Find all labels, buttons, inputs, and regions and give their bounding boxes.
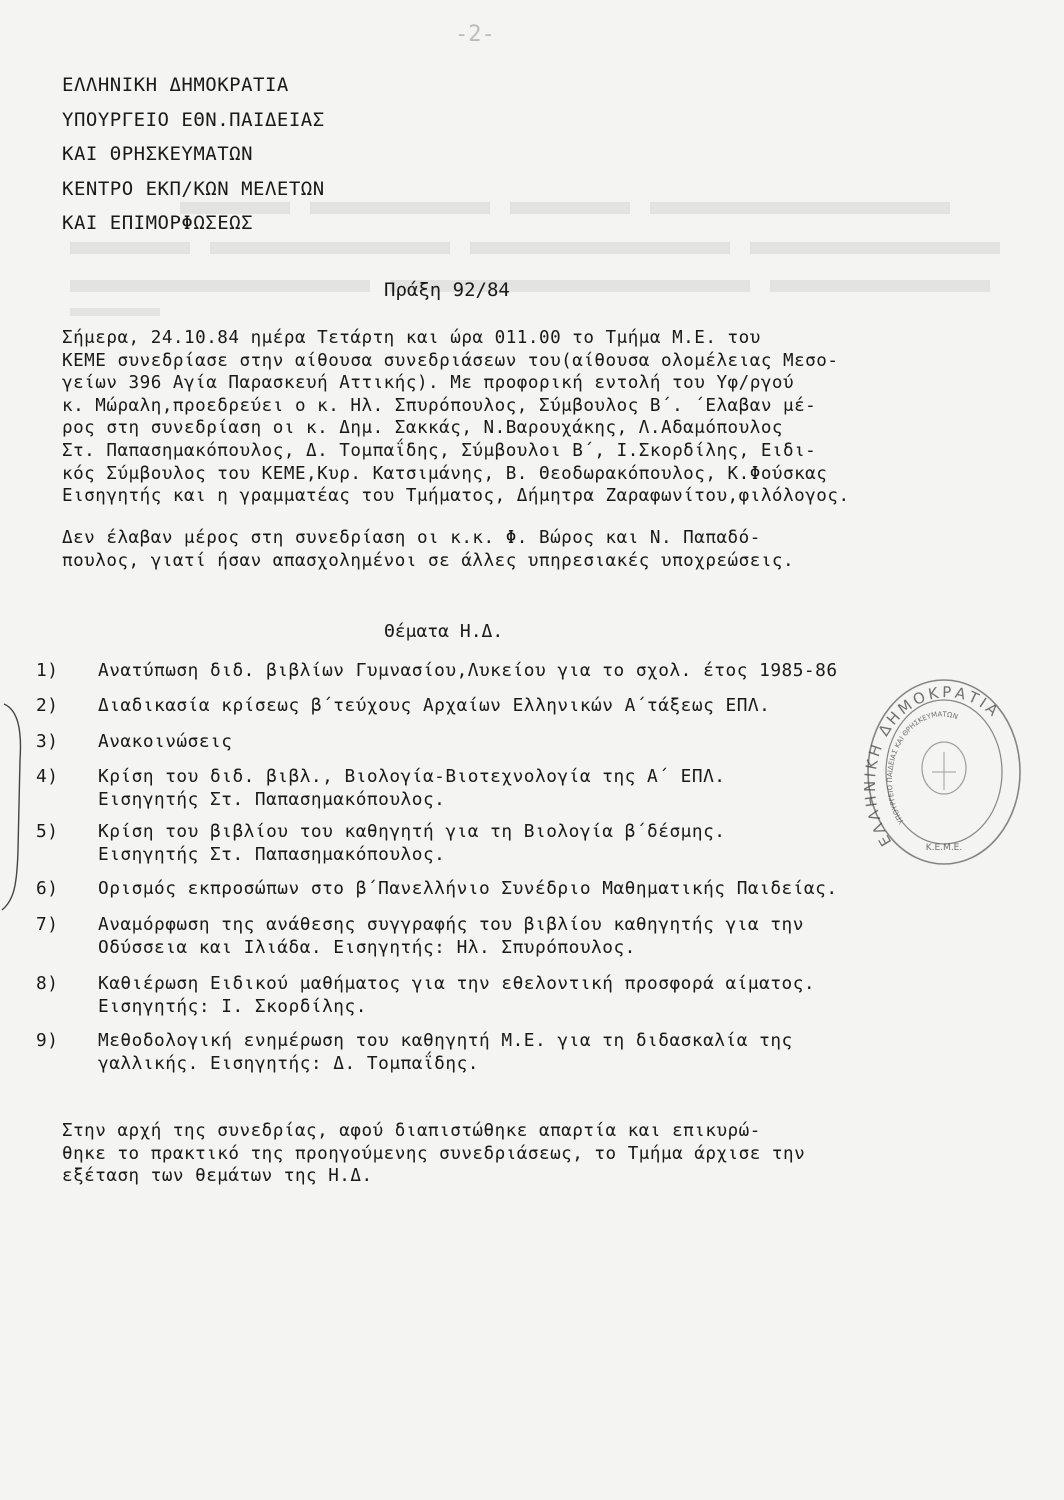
agenda-text: Εισηγητής: Ι. Σκορδίλης.: [98, 995, 367, 1017]
agenda-number: 5): [36, 821, 59, 842]
stamp-inner-text: ΥΠΟΥΡΓΕΙΟ ΠΑΙΔΕΙΑΣ ΚΑΙ ΘΡΗΣΚΕΥΜΑΤΩΝ: [885, 710, 959, 826]
agenda-number: 6): [36, 878, 59, 899]
ministry-header: [62, 68, 325, 241]
header-line: ΥΠΟΥΡΓΕΙΟ ΕΘΝ.ΠΑΙΔΕΙΑΣ: [62, 108, 325, 131]
text-line: ΚΕΜΕ συνεδρίασε στην αίθουσα συνεδριάσεων του(αίθουσα ολομέλειας Μεσο-: [62, 350, 839, 371]
document-title: Πράξη 92/84: [384, 279, 510, 301]
text-line: Δεν έλαβαν μέρος στη συνεδρίαση οι κ.κ. Φ. Βώρος και Ν. Παπαδό-: [62, 528, 761, 548]
svg-text:ΕΛΛΗΝΙΚΗ ΔΗΜΟΚΡΑΤΙΑ: [861, 683, 1004, 849]
text-line: γείων 396 Αγία Παρασκευή Αττικής). Με προφορική εντολή του Υφ/ργού: [62, 373, 795, 394]
agenda-number: 9): [36, 1030, 59, 1051]
agenda-text: Αναμόρφωση της ανάθεσης συγγραφής του βιβλίου καθηγητής για την: [98, 914, 804, 935]
official-stamp: [852, 672, 1022, 872]
agenda-text: Εισηγητής Στ. Παπασημακόπουλος.: [98, 788, 446, 810]
agenda-text: Κρίση του βιβλίου του καθηγητή για τη Βιολογία β΄δέσμης.: [98, 821, 726, 842]
text-line: πουλος, γιατί ήσαν απασχολημένοι σε άλλες υπηρεσιακές υποχρεώσεις.: [62, 550, 795, 571]
text-line: ρος στη συνεδρίαση οι κ. Δημ. Σακκάς, Ν.Βαρουχάκης, Λ.Αδαμόπουλος: [62, 418, 784, 439]
absent-paragraph: [62, 527, 794, 572]
text-line: Εισηγητής και η γραμματέας του Τμήματος, Δήμητρα Ζαραφωνίτου,φιλόλογος.: [62, 486, 850, 507]
topics-heading: Θέματα Η.Δ.: [384, 621, 504, 642]
agenda-number: 2): [36, 695, 59, 716]
stamp-bottom-text: Κ.Ε.Μ.Ε.: [925, 843, 963, 853]
stamp-outer-text: ΕΛΛΗΝΙΚΗ ΔΗΜΟΚΡΑΤΙΑ: [860, 683, 1004, 850]
agenda-number: 4): [36, 766, 59, 787]
text-line: Στην αρχή της συνεδρίας, αφού διαπιστώθηκε απαρτία και επικυρώ-: [62, 1121, 761, 1141]
header-line: ΚΑΙ ΘΡΗΣΚΕΥΜΑΤΩΝ: [62, 143, 254, 165]
agenda-number: 8): [36, 973, 59, 994]
agenda-text: Μεθοδολογική ενημέρωση του καθηγητή Μ.Ε. για τη διδασκαλία της: [98, 1030, 793, 1051]
agenda-text: Ανακοινώσεις: [98, 731, 233, 752]
intro-paragraph: [62, 327, 850, 508]
header-line: ΕΛΛΗΝΙΚΗ ΔΗΜΟΚΡΑΤΙΑ: [62, 74, 289, 96]
agenda-text: Καθιέρωση Ειδικού μαθήματος για την εθελοντική προσφορά αίματος.: [98, 973, 816, 994]
text-line: κ. Μώραλη,προεδρεύει ο κ. Ηλ. Σπυρόπουλος, Σύμβουλος Β΄. ΄Ελαβαν μέ-: [62, 395, 817, 416]
agenda-number: 1): [36, 660, 59, 681]
text-line: Σήμερα, 24.10.84 ημέρα Τετάρτη και ώρα 011.00 το Τμήμα Μ.Ε. του: [62, 328, 761, 348]
agenda-text: Διαδικασία κρίσεως β΄τεύχους Αρχαίων Ελληνικών Α΄τάξεως ΕΠΛ.: [98, 695, 771, 716]
text-line: Στ. Παπασημακόπουλος, Δ. Τομπαΐδης, Σύμβουλοι Β΄, Ι.Σκορδίλης, Ειδι-: [62, 440, 817, 461]
agenda-number: 7): [36, 914, 59, 935]
header-line: ΚΑΙ ΕΠΙΜΟΡΦΩΣΕΩΣ: [62, 212, 254, 234]
agenda-text: Εισηγητής Στ. Παπασημακόπουλος.: [98, 843, 446, 865]
text-line: κός Σύμβουλος του ΚΕΜΕ,Κυρ. Κατσιμάνης, Β. Θεοδωρακόπουλος, Κ.Φούσκας: [62, 463, 828, 484]
agenda-text: Κρίση του διδ. βιβλ., Βιολογία-Βιοτεχνολογία της Α΄ ΕΠΛ.: [98, 766, 726, 787]
closing-paragraph: [62, 1120, 805, 1188]
text-line: εξέταση των θεμάτων της Η.Δ.: [62, 1166, 373, 1187]
agenda-text: Ανατύπωση διδ. βιβλίων Γυμνασίου,Λυκείου για το σχολ. έτος 1985-86: [98, 660, 838, 681]
margin-bracket-mark: [0, 700, 30, 920]
agenda-text: Ορισμός εκπροσώπων στο β΄Πανελλήνιο Συνέδριο Μαθηματικής Παιδείας.: [98, 878, 838, 899]
text-line: θηκε το πρακτικό της προηγούμενης συνεδριάσεως, το Τμήμα άρχισε την: [62, 1143, 806, 1164]
agenda-text: γαλλικής. Εισηγητής: Δ. Τομπαΐδης.: [98, 1052, 479, 1074]
page-number: -2-: [455, 22, 495, 47]
header-line: ΚΕΝΤΡΟ ΕΚΠ/ΚΩΝ ΜΕΛΕΤΩΝ: [62, 177, 325, 200]
agenda-text: Οδύσσεια και Ιλιάδα. Εισηγητής: Ηλ. Σπυρόπουλος.: [98, 936, 636, 958]
agenda-number: 3): [36, 731, 59, 752]
